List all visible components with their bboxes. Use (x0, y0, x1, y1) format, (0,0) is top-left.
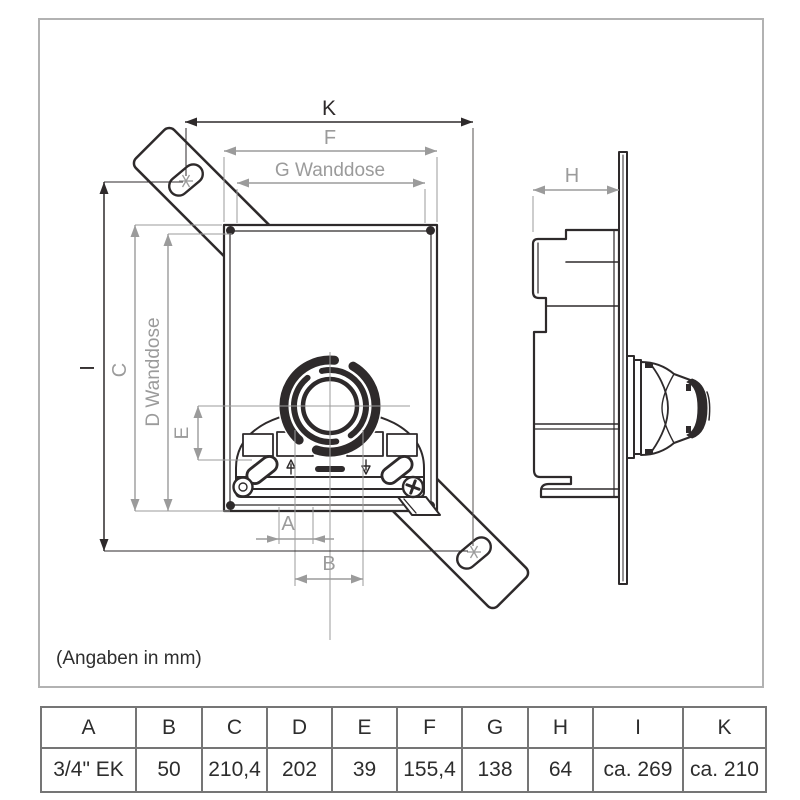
dim-label-A: A (281, 513, 295, 535)
table-header-cell: A (41, 707, 136, 748)
table-header-cell: D (267, 707, 332, 748)
table-value-cell: 39 (332, 748, 397, 792)
dim-C (109, 225, 230, 511)
table-value-cell: ca. 210 (683, 748, 766, 792)
table-header-cell: I (593, 707, 683, 748)
table-value-cell: 155,4 (397, 748, 462, 792)
table-header-cell: K (683, 707, 766, 748)
table-header-cell: C (202, 707, 267, 748)
dim-B (295, 553, 363, 579)
dim-label-I: I (77, 365, 99, 371)
table-value-cell: 210,4 (202, 748, 267, 792)
dim-H (533, 165, 619, 232)
dim-label-E: E (172, 426, 193, 440)
dim-label-C: C (109, 362, 131, 378)
screw-left (234, 478, 253, 497)
dim-label-B: B (322, 553, 336, 575)
dim-G (237, 160, 425, 223)
bracket-pad (243, 434, 273, 456)
dim-label-F: F (323, 127, 337, 149)
table-value-cell: 50 (136, 748, 202, 792)
side-view (533, 152, 710, 584)
table-value-cell: 138 (462, 748, 528, 792)
dim-label-H: H (564, 165, 580, 187)
bracket-pad (387, 434, 417, 456)
front-view (131, 125, 531, 611)
fitting-side-profile (627, 356, 710, 458)
table-header-cell: G (462, 707, 528, 748)
dim-label-K: K (321, 97, 337, 120)
table-header-cell: F (397, 707, 462, 748)
wall-box-profile (533, 230, 619, 497)
table-value-cell: ca. 269 (593, 748, 683, 792)
table-value-cell: 64 (528, 748, 593, 792)
table-value-cell: 202 (267, 748, 332, 792)
table-header-row (41, 707, 766, 748)
table-value-cell: 3/4" EK (41, 748, 136, 792)
dimensions-table (40, 706, 767, 793)
dim-label-G: G Wanddose (274, 160, 386, 181)
dim-D (143, 234, 232, 511)
units-note: (Angaben in mm) (56, 648, 202, 669)
table-header-cell: B (136, 707, 202, 748)
dim-label-D: D Wanddose (143, 317, 164, 427)
wall-plate (619, 152, 627, 584)
table-header-cell: H (528, 707, 593, 748)
table-value-row (41, 748, 766, 792)
table-header-cell: E (332, 707, 397, 748)
